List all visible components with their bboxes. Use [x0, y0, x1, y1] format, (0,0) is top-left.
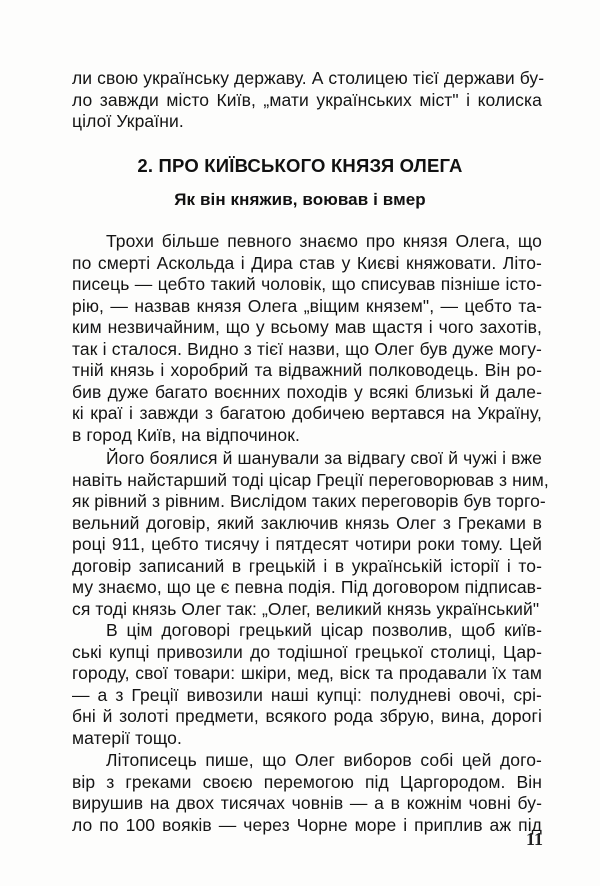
text-line: писець — цебто такий чоловік, що списував пізніше істо-	[72, 274, 542, 294]
paragraph-2	[72, 448, 549, 620]
text-line: як рівний з рівним. Вислідом таких переговорів був торго-	[72, 491, 546, 511]
text-line: Його боялися й шанували за відвагу свої й чужі і вже	[106, 448, 542, 468]
page-number: 11	[526, 829, 544, 849]
text-line: В цім договорі грецький цісар позволив, щоб київ-	[106, 620, 542, 640]
text-line: бні й золоті предмети, всякого рода збрую, вина, дорогі	[72, 706, 542, 726]
text-line: договір записаний в грецькій і в українській історії і то-	[72, 555, 542, 576]
text-line: ло завжди місто Київ, „мати українських міст" і колиска	[72, 89, 542, 110]
text-line: цілої України.	[72, 111, 184, 131]
text-line: рію, — назвав князя Олега „віщим князем", — цебто та-	[72, 295, 542, 316]
paragraph-1	[72, 231, 542, 446]
paragraph-4	[72, 750, 542, 836]
text-line: навіть найстарший тоді цісар Греції переговорював з ним,	[72, 469, 549, 490]
top-paragraph	[72, 68, 545, 133]
text-line: ким незвичайним, що у всьому мав щастя і чого захотів,	[72, 317, 542, 337]
text-line: Трохи більше певного знаємо про князя Олега, що	[106, 231, 542, 251]
paragraph-3	[72, 620, 542, 749]
text-line: вір з греками своєю перемогою під Царгородом. Він	[72, 771, 542, 792]
text-line: ли свою українську державу. А столицею тієї держави бу-	[72, 68, 545, 88]
chapter-subtitle: Як він княжив, воював і вмер	[174, 190, 426, 209]
text-line: матерії тощо.	[72, 727, 182, 748]
text-line: кі краї і завжди з багатою добичею вертався на Україну,	[72, 403, 542, 423]
text-line: му знаємо, що це є певна подія. Під договором підписав-	[72, 577, 542, 597]
text-line: ські купці привозили до тодішної грецької столиці, Цар-	[72, 641, 542, 662]
text-line: тній князь і хоробрий та відважний полководець. Він ро-	[72, 360, 542, 380]
text-line: городу, свої товари: шкіри, мед, віск та продавали їх там	[72, 663, 542, 683]
chapter-title: 2. ПРО КИЇВСЬКОГО КНЯЗЯ ОЛЕГА	[137, 155, 463, 176]
text-line: вирушив на двох тисячах човнів — а в кожнім човні бу-	[72, 793, 542, 813]
text-line: — а з Греції вивозили наші купці: полудневі овочі, срі-	[72, 684, 542, 705]
text-line: вельний договір, який заключив князь Олег з Греками в	[72, 512, 542, 533]
text-line: Літописець пише, що Олег виборов собі цей дого-	[106, 750, 542, 770]
text-line: в город Київ, на відпочинок.	[72, 424, 300, 445]
text-line: ло по 100 вояків — через Чорне море і приплив аж під	[72, 814, 542, 835]
text-line: так і сталося. Видно з тієї назви, що Олег був дуже могу-	[72, 338, 542, 359]
text-line: ся тоді князь Олег так: „Олег, великий князь український"	[72, 598, 540, 619]
text-line: році 911, цебто тисячу і пятдесят чотири роки тому. Цей	[72, 534, 542, 554]
text-line: по смерті Аскольда і Дира став у Києві княжовати. Літо-	[72, 252, 542, 273]
text-line: бив дуже багато воєнних походів у всякі близькі й дале-	[72, 381, 542, 402]
